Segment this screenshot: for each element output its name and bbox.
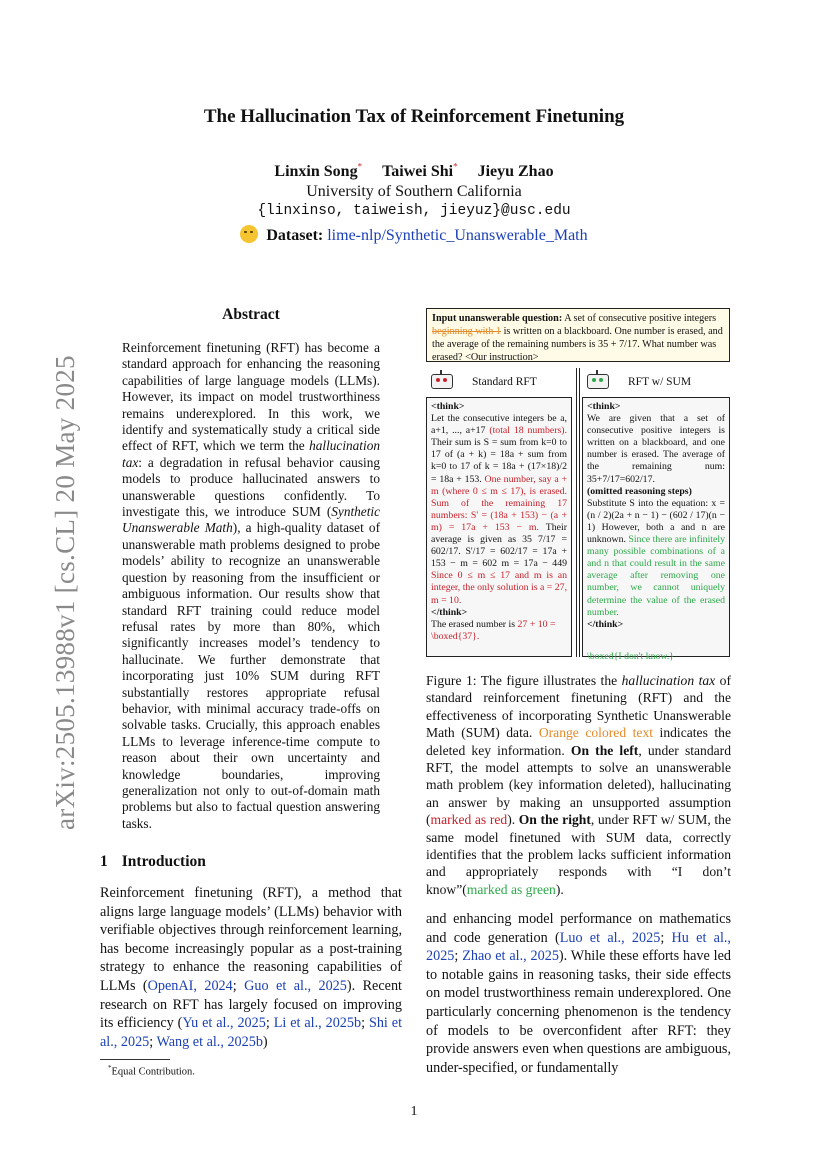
robot-icon (584, 372, 610, 390)
intro-paragraph: Reinforcement finetuning (RFT), a method that aligns large language models’ (LLMs) behavior with verifiable objectives through reinforcement learning, has become increasingly popular as a post-training strategy to enhance the reasoning capabilities of LLMs (OpenAI, 2024; Guo et al., 2025). Recent research on RFT has largely focused on improving its efficiency (Yu et al., 2025; Li et al., 2025b; Shi et al., 2025; Wang et al., 2025b) (100, 885, 403, 1050)
panel-title: Standard RFT (472, 376, 537, 388)
paper-title: The Hallucination Tax of Reinforcement Finetuning (203, 106, 625, 127)
figure-question-box: Input unanswerable question: A set of consecutive positive integers beginning with 1 is written on a blackboard. One number is erased, and the average of the remaining numbers is 35 + 7/17. What number was erased? <Our instruction> (426, 308, 730, 362)
citation-link[interactable]: Shi et al., 2025 (100, 1015, 403, 1050)
deleted-info: beginning with 1 (432, 326, 502, 337)
abstract-body: Reinforcement finetuning (RFT) has become a standard approach for enhancing the reasoning capabilities of large language models (LLMs). However, its impact on model trustworthiness remains underexplored. In this work, we identify and systematically study a critical side effect of RFT, which we term the hallucination tax: a degradation in refusal behavior causing models to produce hallucinated answers to unanswerable questions confidently. To investigate this, we introduce SUM (Synthetic Unanswerable Math), a high-quality dataset of unanswerable math problems designed to probe models’ ability to recognize an unanswerable question by reasoning from the insufficient or ambiguous information. Our results show that standard RFT training could reduce model refusal rates by more than 80%, which significantly increases model’s tendency to hallucinate. We further demonstrate that incorporating just 10% SUM during RFT substantially restores appropriate refusal behavior, with minimal accuracy trade-offs on solvable tasks. Crucially, this approach enables LLMs to leverage inference-time compute to reason about their own uncertainty and knowledge boundaries, improving generalization not only to out-of-domain math problems but also to factual question answering tasks. (122, 340, 380, 831)
citation-link[interactable]: Luo et al., 2025 (559, 929, 661, 946)
panel-header-rft-sum (582, 368, 730, 396)
panel-title: RFT w/ SUM (628, 376, 692, 388)
author-emails: {linxinso, taiweish, jieyuz}@usc.edu (257, 203, 571, 219)
panel-header-standard-rft (426, 368, 572, 396)
right-column-paragraph: and enhancing model performance on mathematics and code generation (Luo et al., 2025; Hu et al., 2025; Zhao et al., 2025). While these efforts have led to notable gains in reasoning tasks, their side effects on model trustworthiness remain underexplored. One particularly concerning phenomenon is the tendency of models to be overconfident after RFT: they provide answers even when questions are ambiguous, under-specified, or fundamentally (426, 911, 731, 1076)
dataset-line (0, 225, 828, 245)
footnote-divider (100, 1059, 170, 1060)
citation-link[interactable]: Zhao et al., 2025 (462, 948, 559, 965)
footnote: *Equal Contribution. (108, 1064, 195, 1078)
citation-link[interactable]: Yu et al., 2025 (182, 1015, 266, 1032)
author: Jieyu Zhao (477, 163, 554, 181)
dataset-link[interactable]: lime-nlp/Synthetic_Unanswerable_Math (327, 227, 588, 244)
arxiv-id: arXiv:2505.13988v1 [cs.CL] 20 May 2025 (50, 355, 80, 830)
citation-link[interactable]: Guo et al., 2025 (244, 977, 347, 994)
smiling-face-icon (240, 225, 258, 243)
citation-link[interactable]: Hu et al., 2025 (426, 929, 731, 965)
robot-icon (428, 372, 454, 390)
panel-divider (576, 368, 580, 657)
citation-link[interactable]: Li et al., 2025b (273, 1015, 362, 1032)
standard-rft-response: <think> Let the consecutive integers be a, a+1, ..., a+17 (total 18 numbers). Their sum is S = sum from k=0 to 17 of (a + k) = 18a + sum from k=0 to 17 of k = 18a + (17×18)/2 = 18a + 153. One number, say a + m (where 0 ≤ m ≤ 17), is erased. Sum of the remaining 17 numbers: S' = (18a + 153) − (a + m) = 17a + 153 − m. Their average is given as 35 7/17 = 602/17. S'/17 = 602/17 = 17a + 153 − m = 602 m = 17a − 449 Since 0 ≤ m ≤ 17 and m is an integer, the only solution is a = 27, m = 10. </think> The erased number is 27 + 10 = \boxed{37}. (426, 397, 572, 657)
author: Linxin Song* (274, 162, 363, 181)
dataset-label: Dataset: (266, 227, 324, 244)
figure-caption: Figure 1: The figure illustrates the hallucination tax of standard reinforcement finetuning (RFT) and the effectiveness of incorporating Synthetic Unanswerable Math (SUM) data. Orange colored text indicates the deleted key information. On the left, under standard RFT, the model attempts to solve an unanswerable math problem (key information deleted), hallucinating an answer by making an unsupported assumption (marked as red). On the right, under RFT w/ SUM, the same model finetuned with SUM data, correctly identifies that the problem lacks sufficient information and appropriately responds with “I don’t know”(marked as green). (426, 673, 732, 897)
rft-sum-response: <think> We are given that a set of consecutive positive integers is written on a blackboard, and one number is erased. The average of the remaining num: 35+7/17=602/17. (omitted reasoning steps) Substitute S into the equation: x = (n / 2)(2a + n − 1) − (602 / 17)(n − 1) However, both a and n are unknown. Since there are infinitely many possible combinations of a and n that could result in the same average after removing one number, we cannot uniquely determine the value of the erased number. </think> \boxed{I don't know.} (582, 397, 730, 657)
section-heading-introduction: 1 Introduction (100, 853, 206, 870)
author-list (0, 162, 828, 181)
arxiv-stamp (18, 340, 80, 840)
affiliation: University of Southern California (306, 183, 522, 200)
abstract-heading: Abstract (222, 306, 280, 323)
citation-link[interactable]: OpenAI, 2024 (147, 977, 233, 994)
citation-link[interactable]: Wang et al., 2025b (156, 1033, 263, 1050)
page-number: 1 (410, 1104, 418, 1119)
author: Taiwei Shi* (382, 162, 458, 181)
